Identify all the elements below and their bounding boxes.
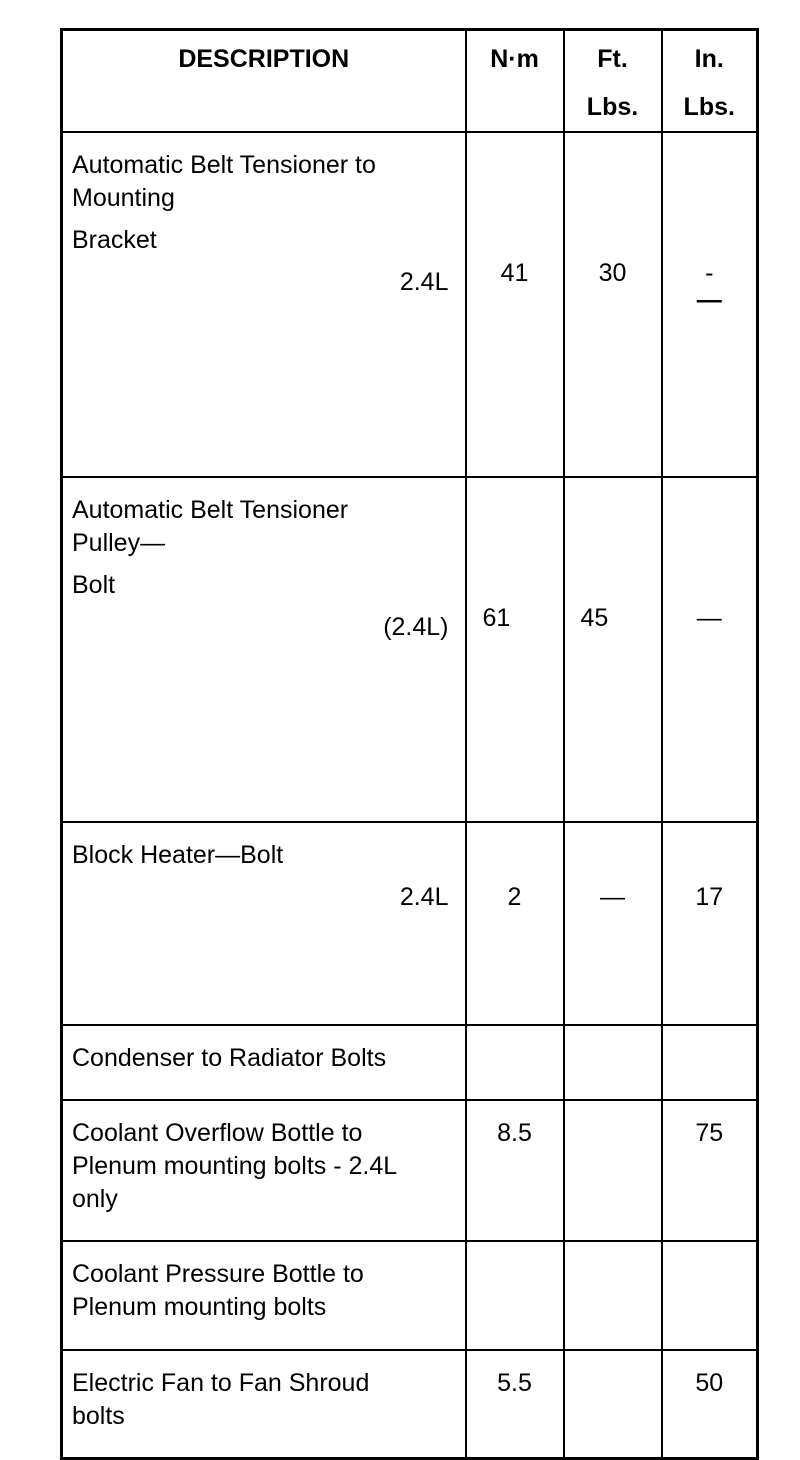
header-ft-lbs: Ft. Lbs. bbox=[564, 30, 662, 133]
description-cell: Block Heater—Bolt 2.4L bbox=[62, 822, 466, 1025]
description-cell: Automatic Belt Tensioner Pulley— Bolt (2.4L) bbox=[62, 477, 466, 822]
header-description: DESCRIPTION bbox=[62, 30, 466, 133]
table-row bbox=[62, 132, 758, 477]
ft-lbs-cell bbox=[564, 1241, 662, 1350]
nm-cell: 61 bbox=[466, 477, 564, 822]
ft-lbs-cell bbox=[564, 1025, 662, 1100]
ft-lbs-cell: 30 bbox=[564, 132, 662, 477]
in-lbs-cell: - — bbox=[662, 132, 758, 477]
ft-lbs-cell: — bbox=[564, 822, 662, 1025]
description-cell: Coolant Pressure Bottle to Plenum mounting bolts bbox=[62, 1241, 466, 1350]
nm-cell: 5.5 bbox=[466, 1350, 564, 1459]
ft-lbs-cell bbox=[564, 1100, 662, 1241]
table-row bbox=[62, 1100, 758, 1241]
in-lbs-cell bbox=[662, 1241, 758, 1350]
table-row bbox=[62, 1025, 758, 1100]
header-in-lbs: In. Lbs. bbox=[662, 30, 758, 133]
table-row bbox=[62, 477, 758, 822]
header-row bbox=[62, 30, 758, 133]
engine-label: (2.4L) bbox=[383, 613, 449, 641]
nm-cell: 8.5 bbox=[466, 1100, 564, 1241]
table-row bbox=[62, 1241, 758, 1350]
nm-cell: 2 bbox=[466, 822, 564, 1025]
engine-label: 2.4L bbox=[399, 883, 449, 911]
ft-lbs-cell bbox=[564, 1350, 662, 1459]
in-lbs-cell: 75 bbox=[662, 1100, 758, 1241]
description-cell: Condenser to Radiator Bolts bbox=[62, 1025, 466, 1100]
in-lbs-cell: 17 bbox=[662, 822, 758, 1025]
table-row bbox=[62, 822, 758, 1025]
nm-cell bbox=[466, 1025, 564, 1100]
engine-label: 2.4L bbox=[399, 268, 449, 296]
in-lbs-cell: — bbox=[662, 477, 758, 822]
description-cell: Coolant Overflow Bottle to Plenum mounting bolts - 2.4L only bbox=[62, 1100, 466, 1241]
table-row bbox=[62, 1350, 758, 1459]
em-dash: — bbox=[696, 286, 722, 314]
in-lbs-cell bbox=[662, 1025, 758, 1100]
header-nm: N·m bbox=[466, 30, 564, 133]
torque-spec-table bbox=[60, 28, 759, 1460]
in-lbs-cell: 50 bbox=[662, 1350, 758, 1459]
description-cell: Electric Fan to Fan Shroud bolts bbox=[62, 1350, 466, 1459]
ft-lbs-cell: 45 bbox=[564, 477, 662, 822]
description-cell: Automatic Belt Tensioner to Mounting Bracket 2.4L bbox=[62, 132, 466, 477]
nm-cell bbox=[466, 1241, 564, 1350]
nm-cell: 41 bbox=[466, 132, 564, 477]
